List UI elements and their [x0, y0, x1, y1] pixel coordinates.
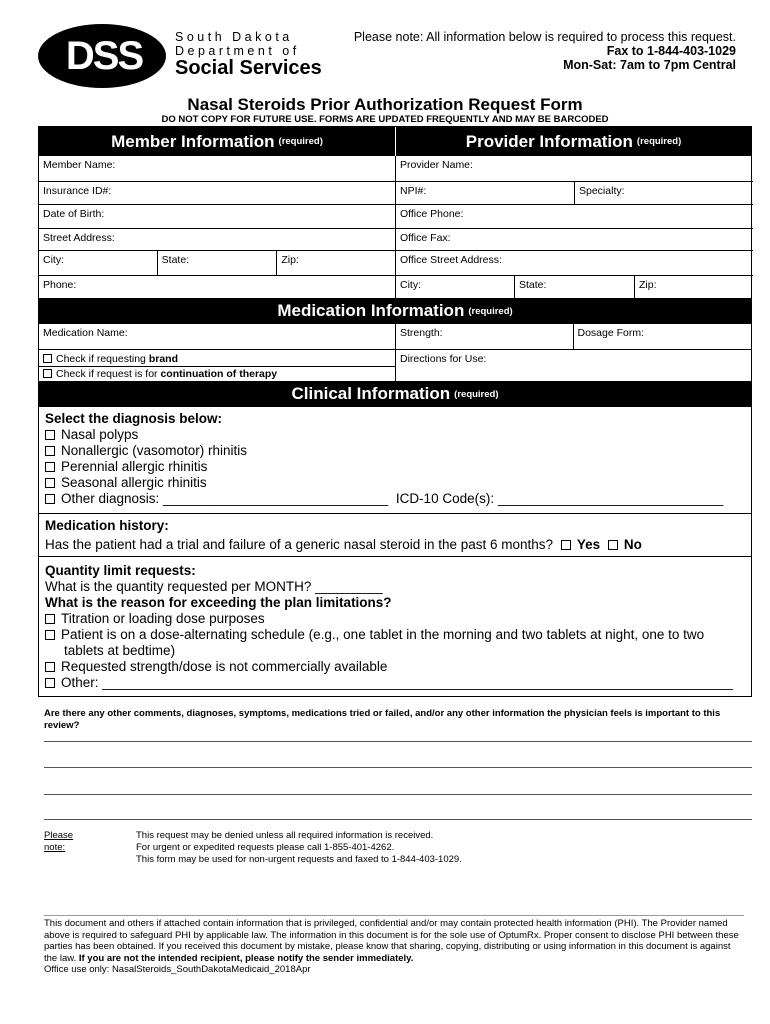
logo-org-name: [175, 30, 322, 79]
strength-field[interactable]: Strength:: [395, 324, 573, 349]
comment-line-2[interactable]: [44, 767, 752, 768]
form-title: Nasal Steroids Prior Authorization Request Form: [187, 95, 583, 114]
history-heading: Medication history:: [45, 518, 169, 533]
dx-checkbox-1[interactable]: [45, 430, 55, 440]
yes-checkbox[interactable]: [561, 540, 571, 550]
provider-state-field[interactable]: State:: [514, 276, 634, 298]
phone-row[interactable]: [39, 275, 395, 298]
yes-label: Yes: [576, 537, 601, 552]
medication-required: (required): [468, 305, 513, 317]
dx-checkbox-4[interactable]: [45, 478, 55, 488]
logo-dss-text: DSS: [65, 34, 143, 78]
directions-field[interactable]: Directions for Use:: [395, 350, 751, 381]
member-required: (required): [278, 136, 323, 147]
medication-row: [39, 324, 751, 349]
required-note: Please note: All information below is required to process this request.: [353, 30, 736, 44]
provider-heading-bar: [395, 127, 751, 156]
dosage-form-field[interactable]: Dosage Form:: [573, 324, 752, 349]
provider-required: (required): [636, 136, 682, 147]
continuation-option[interactable]: [39, 366, 395, 381]
member-provider-bar: [39, 127, 751, 156]
dob-label: Date of Birth:: [43, 208, 105, 220]
reason-label-3: Requested strength/dose is not commercially available: [61, 659, 388, 674]
medication-heading-bar: [39, 298, 751, 324]
qty-question[interactable]: What is the quantity requested per MONTH? _________: [45, 579, 383, 594]
please-note-line2: For urgent or expedited requests please call 1-855-401-4262.: [136, 842, 395, 853]
medication-options-row: [39, 349, 751, 381]
no-checkbox[interactable]: [608, 540, 618, 550]
clinical-required: (required): [454, 388, 499, 400]
org-line3: Social Services: [175, 57, 322, 79]
member-name-row[interactable]: [39, 156, 395, 181]
clinical-heading: Clinical Information: [291, 384, 451, 403]
office-fax-label: Office Fax:: [400, 232, 451, 244]
history-question: [45, 537, 745, 553]
dob-row[interactable]: [39, 204, 395, 228]
continuation-bold: continuation of therapy: [160, 368, 278, 380]
member-column: [39, 156, 396, 298]
medication-name-field[interactable]: Medication Name:: [43, 327, 128, 339]
reason-other-field[interactable]: Other: ____________________________________________________________________________________: [61, 675, 733, 690]
diagnosis-section: [39, 407, 751, 513]
provider-column: [396, 156, 753, 298]
reason-option-1[interactable]: [45, 611, 745, 627]
member-heading: Member Information: [111, 131, 275, 151]
reason-checkbox-4[interactable]: [45, 678, 55, 688]
dx-option-other[interactable]: [45, 491, 745, 507]
provider-zip-field[interactable]: Zip:: [634, 276, 753, 298]
dx-label-2: Nonallergic (vasomotor) rhinitis: [61, 443, 248, 458]
reason-checkbox-1[interactable]: [45, 614, 55, 624]
dx-label-3: Perennial allergic rhinitis: [61, 459, 208, 474]
dx-option-4[interactable]: [45, 475, 745, 491]
provider-city-field[interactable]: City:: [400, 279, 421, 291]
provider-city-state-zip-row: [396, 275, 753, 298]
brand-option[interactable]: [39, 350, 395, 366]
dx-checkbox-3[interactable]: [45, 462, 55, 472]
brand-checkbox[interactable]: [43, 354, 52, 363]
footer-bold: If you are not the intended recipient, please notify the sender immediately.: [78, 952, 414, 964]
city-state-zip-row: [39, 250, 395, 275]
street-label: Street Address:: [43, 232, 115, 244]
provider-name-row[interactable]: [396, 156, 753, 181]
hours: Mon-Sat: 7am to 7pm Central: [563, 58, 736, 72]
continuation-checkbox[interactable]: [43, 369, 52, 378]
footer-divider: [44, 915, 744, 916]
quantity-limit-section: [39, 556, 751, 696]
please-note-line1: This request may be denied unless all required information is received.: [136, 830, 434, 841]
reason-label-2: Patient is on a dose-alternating schedule (e.g., one tablet in the morning and two tablets at night, one to two: [61, 627, 705, 642]
member-heading-bar: [39, 127, 395, 156]
specialty-field[interactable]: Specialty:: [574, 182, 753, 204]
form-grid: [38, 126, 752, 697]
dx-option-2[interactable]: [45, 443, 745, 459]
medication-checkboxes: [39, 350, 395, 381]
office-street-row[interactable]: [396, 250, 753, 275]
street-row[interactable]: [39, 228, 395, 250]
reason-label-1: Titration or loading dose purposes: [61, 611, 265, 626]
diagnosis-heading: Select the diagnosis below:: [45, 411, 223, 426]
phone-label: Phone:: [43, 279, 77, 291]
history-question-text: Has the patient had a trial and failure of a generic nasal steroid in the past 6 months?: [45, 537, 554, 552]
icd-code-field[interactable]: ICD-10 Code(s): ______________________________: [395, 491, 724, 506]
brand-bold: brand: [148, 353, 178, 365]
form-subtitle: DO NOT COPY FOR FUTURE USE. FORMS ARE UPDATED FREQUENTLY AND MAY BE BARCODED: [161, 114, 609, 125]
comment-line-1[interactable]: [44, 741, 752, 742]
dx-checkbox-2[interactable]: [45, 446, 55, 456]
reason-checkbox-2[interactable]: [45, 630, 55, 640]
provider-name-label: Provider Name:: [400, 159, 473, 171]
member-provider-rows: [39, 156, 751, 298]
dx-option-1[interactable]: [45, 427, 745, 443]
comments-question: Are there any other comments, diagnoses, symptoms, medications tried or failed, and/or any other information the physician feels is important to this review?: [44, 708, 721, 731]
member-city-field[interactable]: City:: [43, 254, 64, 266]
medication-heading: Medication Information: [277, 301, 465, 320]
reason-option-2[interactable]: [45, 627, 745, 643]
reason-option-4[interactable]: [45, 675, 745, 691]
dss-logo: [38, 20, 338, 90]
no-label: No: [623, 537, 642, 552]
continuation-text: Check if request is for: [56, 368, 161, 380]
org-line2: Department of: [175, 44, 300, 58]
reason-label-2-cont: tablets at bedtime): [64, 643, 176, 658]
dx-label-1: Nasal polyps: [61, 427, 139, 442]
office-phone-label: Office Phone:: [400, 208, 464, 220]
npi-field[interactable]: NPI#:: [400, 185, 427, 197]
reason-option-3[interactable]: [45, 659, 745, 675]
office-street-label: Office Street Address:: [400, 254, 502, 266]
dx-option-3[interactable]: [45, 459, 745, 475]
insurance-id-label: Insurance ID#:: [43, 185, 112, 197]
footer-disclaimer: [44, 918, 744, 976]
comment-line-4[interactable]: [44, 819, 752, 820]
reason-checkbox-3[interactable]: [45, 662, 55, 672]
provider-heading: Provider Information: [465, 131, 633, 151]
clinical-heading-bar: [39, 381, 751, 407]
office-fax-row[interactable]: [396, 228, 753, 250]
please-note-label: Please note:: [44, 830, 74, 853]
reason-question: What is the reason for exceeding the plan limitations?: [45, 595, 392, 610]
qty-heading: Quantity limit requests:: [45, 563, 196, 578]
header-note: [354, 30, 736, 72]
member-name-label: Member Name:: [43, 159, 116, 171]
dx-checkbox-other[interactable]: [45, 494, 55, 504]
other-diagnosis-field[interactable]: Other diagnosis: ______________________________: [61, 491, 389, 506]
fax-number: Fax to 1-844-403-1029: [606, 44, 736, 58]
brand-text: Check if requesting: [56, 353, 149, 365]
please-note-lines: [136, 830, 656, 866]
office-phone-row[interactable]: [396, 204, 753, 228]
dx-label-4: Seasonal allergic rhinitis: [61, 475, 207, 490]
footer-text: This document and others if attached contain information that is privileged, confidential and/or may contain protected health information (PHI). The Provider named above is required to safeguard PHI by applicable law. The information in this document is for the sole use of OptumRx. Proper consent to disclose PHI between these parties has been obtained. If you received this document by mistake, please know that sharing, copying, distributing or using information in this document is against the law.: [44, 918, 739, 964]
member-zip-field[interactable]: Zip:: [276, 251, 395, 275]
office-use: Office use only: NasalSteroids_SouthDakotaMedicaid_2018Apr: [44, 964, 311, 975]
comment-line-3[interactable]: [44, 794, 752, 795]
org-line1: South Dakota: [175, 30, 293, 44]
please-note-line3: This form may be used for non-urgent requests and faxed to 1-844-403-1029.: [136, 854, 462, 865]
member-state-field[interactable]: State:: [157, 251, 277, 275]
insurance-id-row[interactable]: [39, 181, 395, 204]
medication-history-section: [39, 513, 751, 556]
npi-specialty-row: [396, 181, 753, 204]
